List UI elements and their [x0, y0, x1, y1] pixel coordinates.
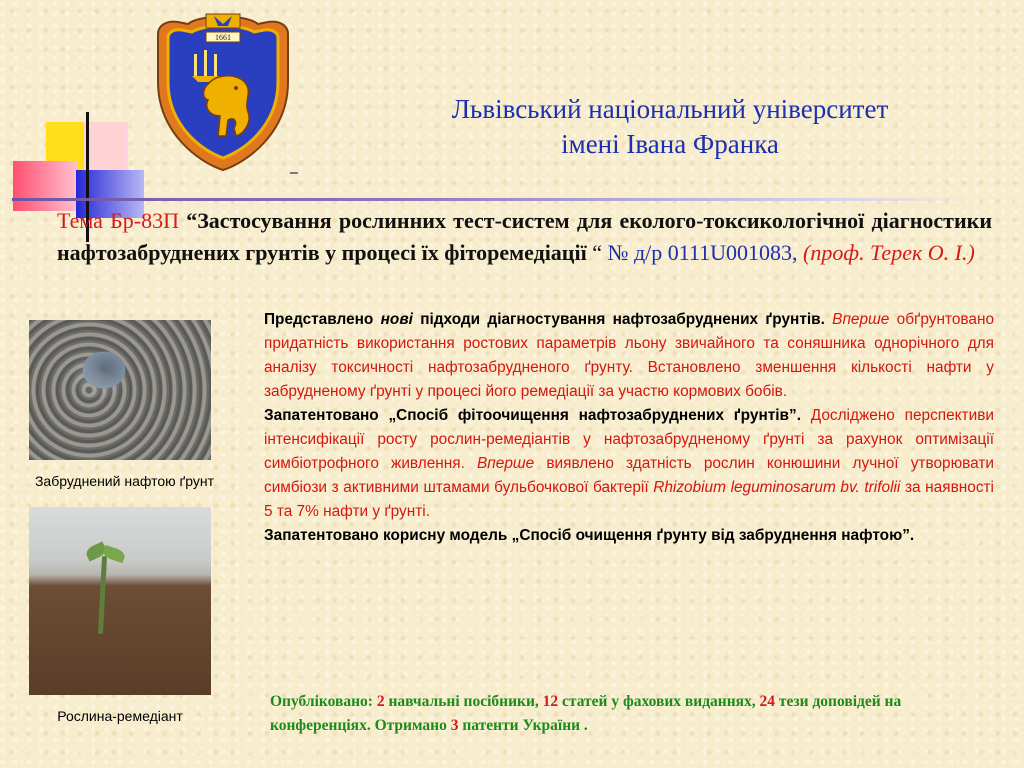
- pub-text: навчальні посібники,: [384, 693, 543, 710]
- desc-red-text: за наявності 5 та 7% нафти у ґрунті.: [264, 479, 994, 520]
- university-line2: імені Івана Франка: [561, 129, 779, 159]
- pub-text: Опубліковано:: [270, 693, 377, 710]
- desc-bold-text: Запатентовано „Спосіб фітоочищення нафтозабруднених ґрунтів”.: [264, 407, 801, 424]
- desc-bold-text: Представлено: [264, 311, 381, 328]
- topic-author: (проф. Терек О. І.): [797, 240, 975, 265]
- topic-prefix: Тема Бр-83П: [57, 208, 179, 233]
- university-line1: Львівський національний університет: [451, 94, 889, 124]
- photo-caption-soil: Забруднений нафтою ґрунт: [34, 473, 215, 489]
- research-description: [264, 308, 994, 548]
- desc-red-text: Досліджено перспективи інтенсифікації росту рослин-ремедіантів у нафтозабрудненому ґрунті за рахунок оптимізації симбіотрофного живлення.: [264, 407, 994, 472]
- topic-number: № д/р 0111U001083,: [601, 240, 798, 265]
- desc-bold-italic-text: нові: [380, 311, 413, 328]
- crest-year: 1661: [215, 33, 231, 42]
- pub-text: тези доповідей на конференціях. Отримано: [270, 693, 902, 734]
- deco-dash: [290, 172, 298, 174]
- pub-count: 12: [542, 693, 559, 710]
- desc-paragraph-1: [264, 308, 994, 404]
- topic-paragraph: [57, 205, 992, 269]
- pub-text: патенти України .: [458, 717, 588, 734]
- desc-red-text: виявлено здатність рослин конюшини лучної утворювати симбіози з активними штамами бульбочкової бактерії: [264, 455, 994, 496]
- desc-latin-name: Rhizobium leguminosarum bv. trifolii: [653, 479, 901, 496]
- topic-title: Застосування рослинних тест-систем для еколого-токсикологічної діагностики нафтозабруднених грунтів у процесі їх фіторемедіації: [57, 208, 992, 265]
- desc-italic-text: Вперше: [464, 455, 535, 472]
- topic-quote-close: “: [586, 240, 602, 265]
- pub-count: 3: [450, 717, 459, 734]
- deco-square-red: [13, 161, 77, 211]
- pub-text: статей у фахових виданнях,: [558, 693, 760, 710]
- photo-caption-plant: Рослина-ремедіант: [57, 708, 183, 724]
- university-title: [340, 92, 1000, 162]
- desc-paragraph-2: [264, 404, 994, 524]
- remediant-plant-photo: [29, 507, 211, 695]
- header-divider: [12, 198, 972, 201]
- pub-count: 24: [759, 693, 776, 710]
- topic-quote-open: “: [186, 208, 198, 233]
- desc-red-text: обґрунтовано придатність використання ростових параметрів льону звичайного та соняшника однорічного для аналізу токсичності нафтозабрудненого ґрунту. Встановлено зменшення кількості нафти у забрудненому ґрунті у процесі його ремедіації за участю кормових бобів.: [264, 311, 994, 400]
- pub-count: 2: [376, 693, 385, 710]
- desc-paragraph-3: [264, 524, 994, 548]
- desc-italic-text: Вперше: [824, 311, 890, 328]
- contaminated-soil-photo: [29, 320, 211, 460]
- publications-summary: [270, 690, 1000, 738]
- desc-bold-text: підходи діагностування нафтозабруднених ґрунтів.: [412, 311, 825, 328]
- university-crest-icon: [148, 12, 298, 172]
- desc-bold-text: Запатентовано корисну модель „Спосіб очищення ґрунту від забруднення нафтою”.: [264, 527, 915, 544]
